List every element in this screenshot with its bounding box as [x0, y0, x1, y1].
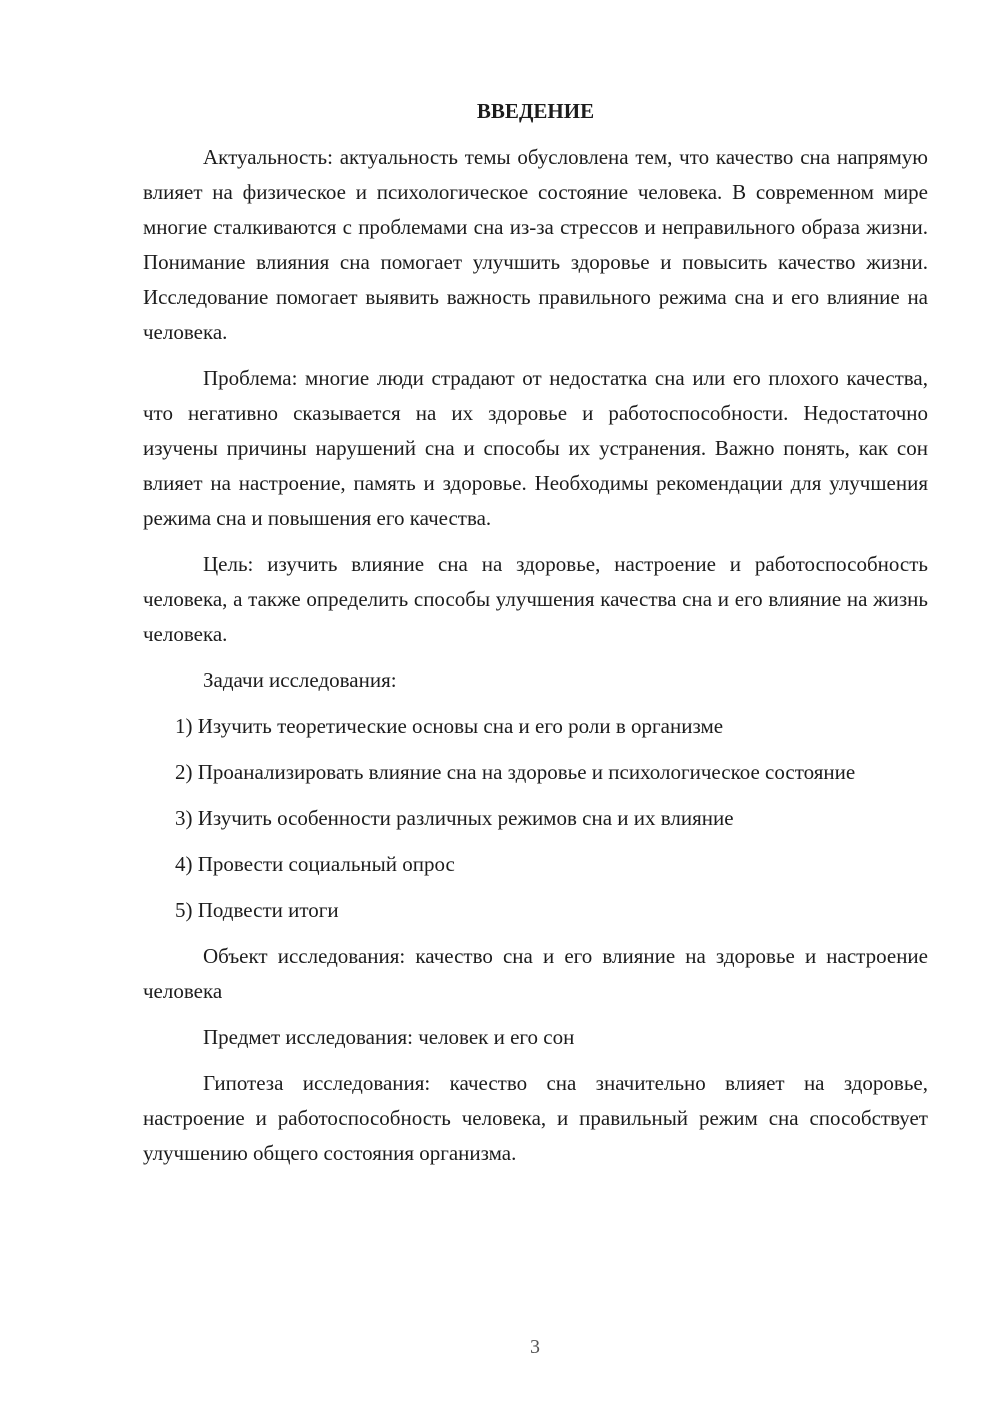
page-number: 3 — [530, 1336, 540, 1358]
task-item-5: 5) Подвести итоги — [175, 898, 339, 922]
paragraph-relevance: Актуальность: актуальность темы обусловлена тем, что качество сна напрямую влияет на физическое и психологическое состояние человека. В современном мире многие сталкиваются с проблемами сна из-за стрессов и неправильного образа жизни. Понимание влияния сна помогает улучшить здоровье и повысить качество жизни. Исследование помогает выявить важность правильного режима сна и его влияние на человека. — [143, 145, 928, 344]
section-title: ВВЕДЕНИЕ — [476, 99, 595, 123]
page-content — [143, 97, 928, 1182]
paragraph-object: Объект исследования: качество сна и его влияние на здоровье и настроение человека — [143, 944, 928, 1003]
task-item-2: 2) Проанализировать влияние сна на здоровье и психологическое состояние — [175, 760, 856, 784]
paragraph-goal: Цель: изучить влияние сна на здоровье, настроение и работоспособность человека, а также определить способы улучшения качества сна и его влияние на жизнь человека. — [143, 552, 928, 646]
task-item-4: 4) Провести социальный опрос — [175, 852, 455, 876]
tasks-heading: Задачи исследования: — [203, 668, 397, 692]
paragraph-subject: Предмет исследования: человек и его сон — [203, 1025, 575, 1049]
paragraph-problem: Проблема: многие люди страдают от недостатка сна или его плохого качества, что негативно сказывается на их здоровье и работоспособности. Недостаточно изучены причины нарушений сна и способы их устранения. Важно понять, как сон влияет на настроение, память и здоровье. Необходимы рекомендации для улучшения режима сна и повышения его качества. — [143, 366, 928, 530]
task-item-1: 1) Изучить теоретические основы сна и его роли в организме — [175, 714, 724, 738]
task-item-3: 3) Изучить особенности различных режимов сна и их влияние — [175, 806, 734, 830]
paragraph-hypothesis: Гипотеза исследования: качество сна значительно влияет на здоровье, настроение и работоспособность человека, и правильный режим сна способствует улучшению общего состояния организма. — [143, 1071, 928, 1165]
